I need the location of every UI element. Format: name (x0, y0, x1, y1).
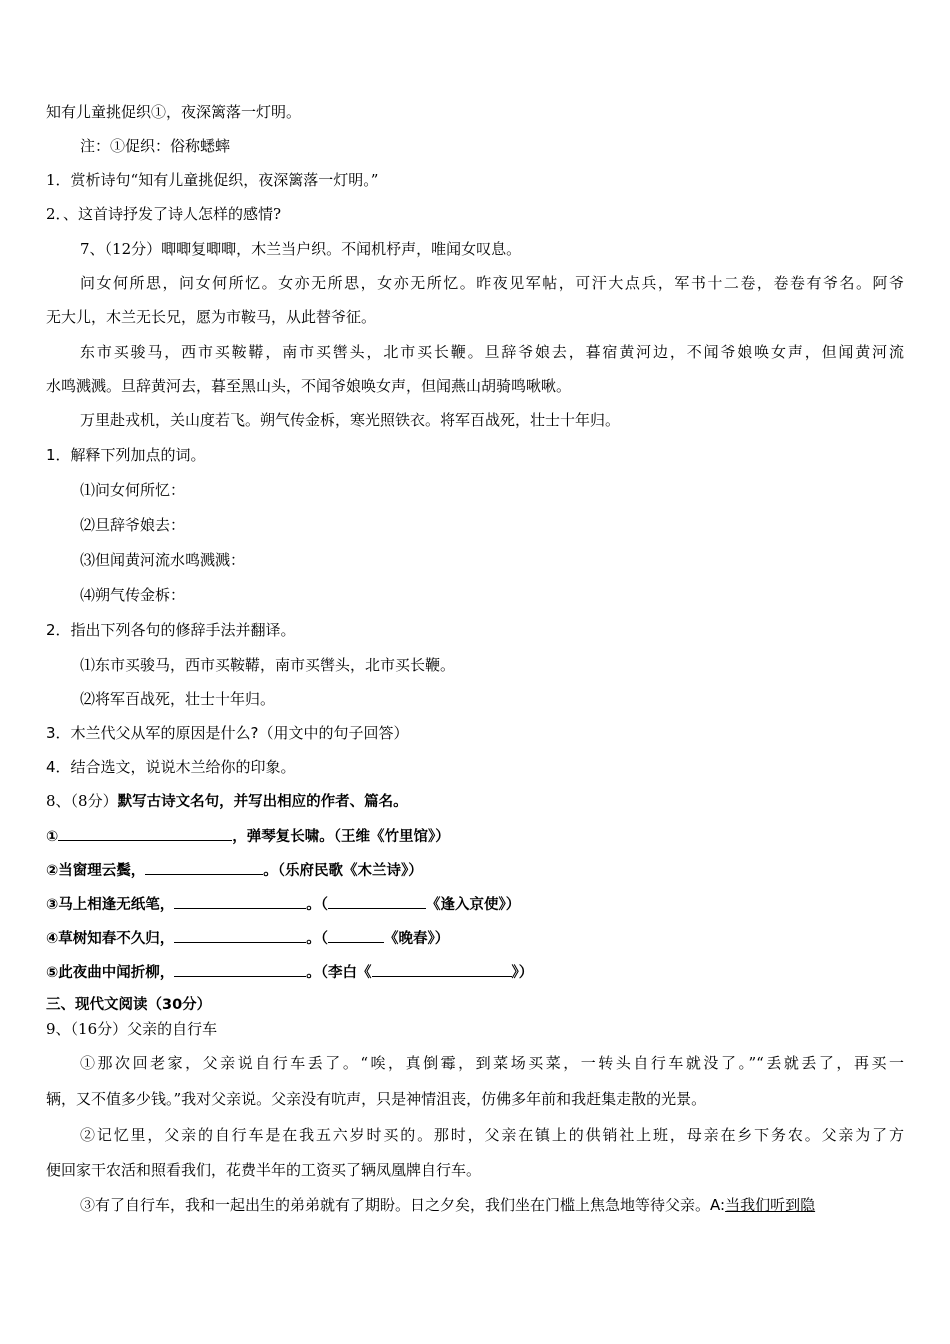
item-text: 。（乐府民歌《木兰诗》） (263, 863, 423, 879)
text-paragraph: 辆，又不值多少钱。”我对父亲说。父亲没有吭声，只是神情沮丧，仿佛多年前和我赶集走散的光景。 (46, 1090, 707, 1108)
sub-item: ⑵旦辞爷娘去： (80, 516, 186, 534)
text-paragraph: 便回家干农活和照看我们，花费半年的工资买了辆凤凰牌自行车。 (46, 1161, 482, 1179)
question-8-score: 8、（8分） (46, 792, 118, 810)
text-paragraph: 无大儿，木兰无长兄，愿为市鞍马，从此替爷征。 (46, 308, 377, 326)
item-text: ③马上相逢无纸笔， (46, 897, 175, 913)
item-text: ⑤此夜曲中闻折柳， (46, 965, 175, 981)
fill-item-5 (46, 961, 533, 983)
item-text: 。（ (306, 931, 329, 947)
underlined-text: 当我们听到隐 (725, 1196, 816, 1214)
sub-item: ⑷朔气传金柝： (80, 586, 186, 604)
item-text: 》） (511, 965, 534, 981)
answer-blank[interactable] (328, 893, 426, 909)
text-paragraph: ②记忆里，父亲的自行车是在我五六岁时买的。那时，父亲在镇上的供销社上班，母亲在乡下务农。父亲为了方 (80, 1126, 904, 1144)
sub-item: ⑶但闻黄河流水鸣溅溅： (80, 551, 246, 569)
text-paragraph: 东市买骏马，西市买鞍鞯，南市买辔头，北市买长鞭。旦辞爷娘去，暮宿黄河边，不闻爷娘唤女声，但闻黄河流 (80, 343, 904, 361)
answer-blank[interactable] (174, 893, 306, 909)
question-9-header: 9、（16分）父亲的自行车 (46, 1020, 218, 1038)
question-7-2: 2．指出下列各句的修辞手法并翻译。 (46, 621, 296, 639)
fill-item-4 (46, 927, 449, 949)
item-text: 《晚春》） (384, 931, 450, 947)
item-text: ④草树知春不久归， (46, 931, 175, 947)
question-7-header: 7、（12分）唧唧复唧唧，木兰当户织。不闻机杼声，唯闻女叹息。 (80, 240, 522, 258)
answer-blank[interactable] (58, 825, 232, 841)
text-paragraph: 万里赴戎机，关山度若飞。朔气传金柝，寒光照铁衣。将军百战死，壮士十年归。 (80, 411, 621, 429)
text-paragraph: 问女何所思，问女何所忆。女亦无所思，女亦无所忆。昨夜见军帖，可汗大点兵，军书十二卷，卷卷有爷名。阿爷 (80, 274, 904, 292)
annotation-note: 注：①促织：俗称蟋蟀 (80, 137, 231, 155)
sub-item: ⑴问女何所忆： (80, 481, 186, 499)
sub-item: ⑵将军百战死，壮士十年归。 (80, 690, 276, 708)
text-paragraph (80, 1195, 815, 1215)
answer-blank[interactable] (174, 961, 306, 977)
answer-blank[interactable] (174, 927, 306, 943)
annotation-marker: A: (710, 1196, 726, 1214)
item-text: 。（ (306, 897, 329, 913)
question-7-3: 3．木兰代父从军的原因是什么?（用文中的句子回答） (46, 724, 409, 742)
fill-item-2 (46, 859, 423, 881)
question-8-header (46, 791, 408, 812)
poem-line: 知有儿童挑促织①，夜深篱落一灯明。 (46, 103, 302, 121)
question-q6-2: 2．、这首诗抒发了诗人怎样的感情? (46, 205, 282, 223)
item-text: 《逢入京使》） (426, 897, 521, 913)
fill-item-1 (46, 825, 450, 847)
item-marker: ① (46, 829, 59, 845)
question-7-4: 4．结合选文，说说木兰给你的印象。 (46, 758, 296, 776)
answer-blank[interactable] (328, 927, 384, 943)
question-q6-1: 1．赏析诗句“知有儿童挑促织，夜深篱落一灯明。” (46, 171, 379, 189)
item-text: 。（李白《 (306, 965, 372, 981)
paragraph-text: ③有了自行车，我和一起出生的弟弟就有了期盼。日之夕矣，我们坐在门槛上焦急地等待父亲。 (80, 1196, 711, 1214)
answer-blank[interactable] (372, 961, 512, 977)
question-8-prompt: 默写古诗文名句，并写出相应的作者、篇名。 (117, 794, 408, 810)
question-7-1: 1．解释下列加点的词。 (46, 446, 206, 464)
answer-blank[interactable] (145, 859, 263, 875)
text-paragraph: 水鸣溅溅。旦辞黄河去，暮至黑山头，不闻爷娘唤女声，但闻燕山胡骑鸣啾啾。 (46, 377, 572, 395)
fill-item-3 (46, 893, 520, 915)
item-text: ②当窗理云鬓， (46, 863, 146, 879)
text-paragraph: ①那次回老家，父亲说自行车丢了。“唉，真倒霉，到菜场买菜，一转头自行车就没了。”“丢就丢了，再买一 (80, 1054, 904, 1072)
sub-item: ⑴东市买骏马，西市买鞍鞯，南市买辔头，北市买长鞭。 (80, 656, 456, 674)
item-text: ，弹琴复长啸。（王维《竹里馆》） (232, 829, 450, 845)
section-title: 三、现代文阅读（30分） (46, 997, 212, 1013)
